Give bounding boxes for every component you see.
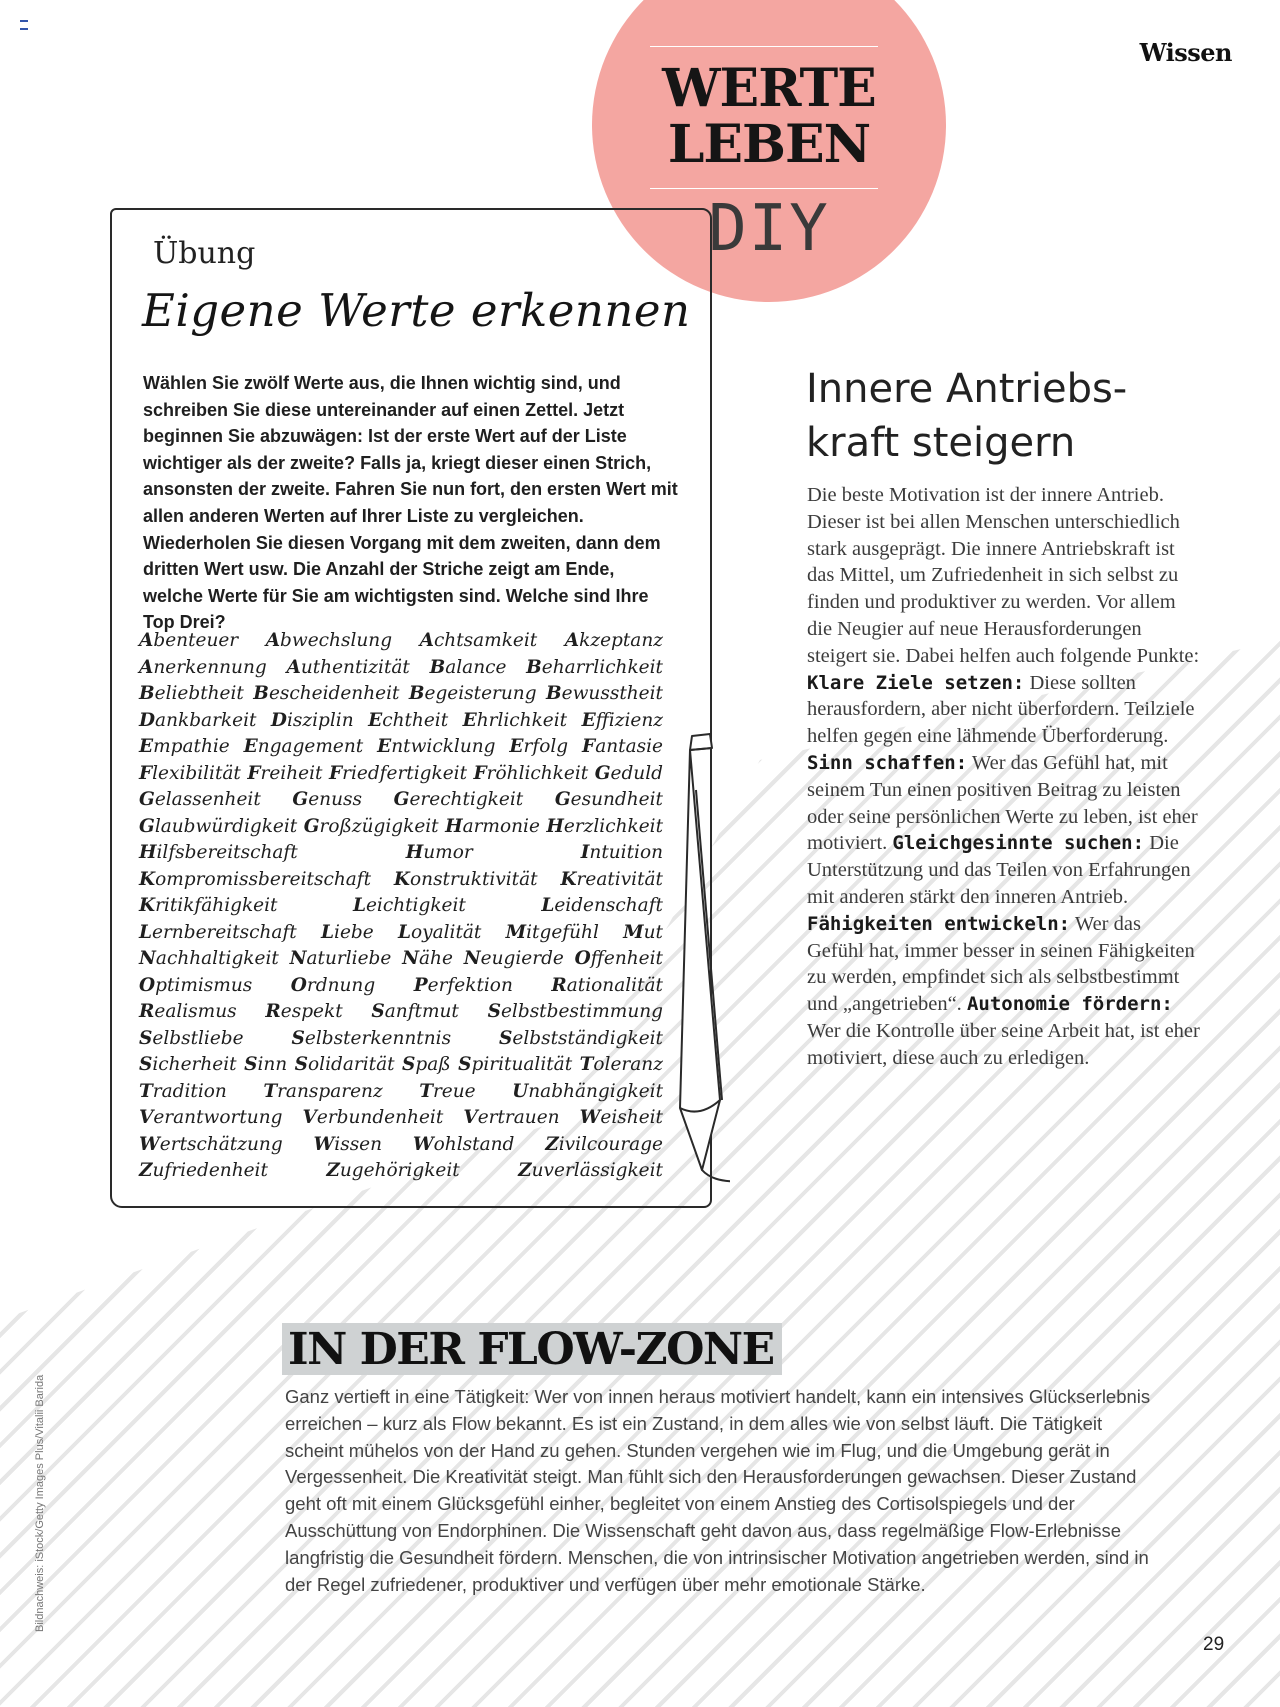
value-item: Offenheit: [574, 948, 663, 969]
value-item: Selbstbestimmung: [487, 1001, 664, 1022]
value-item: Leichtigkeit: [352, 895, 466, 916]
tip-text: Wer das Gefühl hat, immer besser in seinen Fähigkeiten zu werden, empfindet sich als selbstbestimmt und „angetrieben“.: [807, 912, 1195, 1016]
value-item: Naturliebe: [289, 948, 392, 969]
value-item: Sinn: [244, 1054, 288, 1075]
page-number: 29: [1203, 1634, 1225, 1655]
sidebar-body: [807, 482, 1201, 1072]
values-list: [139, 628, 663, 1185]
value-item: Entwicklung: [377, 736, 496, 757]
value-item: Zivilcourage: [545, 1133, 663, 1155]
value-item: Authentizität: [286, 656, 410, 678]
flow-zone-title: IN DER FLOW-ZONE: [282, 1323, 782, 1375]
value-item: Fröhlichkeit: [473, 762, 589, 784]
value-item: Humor: [405, 842, 473, 863]
value-item: Loyalität: [397, 921, 482, 943]
value-item: Sicherheit: [139, 1054, 237, 1075]
value-item: Spaß: [402, 1054, 451, 1075]
tip-label: Sinn schaffen:: [807, 751, 968, 774]
value-item: Gerechtigkeit: [393, 789, 524, 810]
value-item: Ordnung: [290, 974, 376, 996]
value-item: Abwechslung: [265, 630, 393, 651]
value-item: Wohlstand: [412, 1133, 515, 1155]
value-item: Sanftmut: [371, 1001, 459, 1022]
sidebar-heading-line2: kraft steigern: [806, 420, 1076, 466]
value-item: Toleranz: [579, 1054, 663, 1075]
value-item: Gelassenheit: [139, 789, 261, 810]
value-item: Freiheit: [247, 762, 323, 784]
value-item: Ehrlichkeit: [462, 709, 568, 731]
value-item: Treue: [419, 1080, 476, 1102]
value-item: Beharrlichkeit: [526, 656, 663, 678]
value-item: Harmonie: [445, 815, 540, 837]
tip-label: Fähigkeiten entwickeln:: [807, 912, 1071, 935]
value-item: Disziplin: [270, 709, 354, 731]
value-item: Wertschätzung: [139, 1133, 283, 1155]
value-item: Akzeptanz: [564, 630, 663, 651]
value-item: Selbstliebe: [139, 1027, 244, 1049]
exercise-kicker: Übung: [153, 236, 256, 271]
value-item: Geduld: [594, 762, 663, 784]
value-item: Engagement: [243, 736, 364, 757]
tip-text: Wer das Gefühl hat, mit seinem Tun einen positiven Beitrag zu leisten oder seine persönlichen Werte zu leben, ist eher motiviert.: [807, 751, 1198, 855]
value-item: Optimismus: [139, 974, 253, 996]
value-item: Verbundenheit: [302, 1107, 444, 1128]
tip-text: Die Unterstützung und das Teilen von Erfahrungen mit anderen stärkt den inneren Antrieb.: [807, 832, 1191, 908]
value-item: Vertrauen: [463, 1107, 560, 1128]
value-item: Weisheit: [579, 1107, 663, 1128]
value-item: Hilfsbereitschaft: [139, 842, 298, 863]
badge-diy: DIY: [708, 192, 830, 266]
value-item: Perfektion: [413, 974, 513, 996]
exercise-title: Eigene Werte erkennen: [142, 284, 691, 337]
value-item: Rationalität: [551, 974, 663, 996]
value-item: Dankbarkeit: [139, 709, 257, 731]
value-item: Erfolg: [509, 736, 569, 757]
value-item: Leidenschaft: [541, 895, 663, 916]
value-item: Transparenz: [263, 1080, 383, 1102]
value-item: Fantasie: [582, 736, 663, 757]
value-item: Gesundheit: [554, 789, 663, 810]
tip-label: Gleichgesinnte suchen:: [892, 832, 1145, 855]
value-item: Selbstständigkeit: [499, 1027, 663, 1049]
value-item: Genuss: [292, 789, 362, 810]
value-item: Neugierde: [463, 948, 564, 969]
value-item: Zugehörigkeit: [326, 1160, 460, 1181]
value-item: Balance: [429, 656, 507, 678]
menu-icon: [20, 20, 28, 30]
value-item: Lernbereitschaft: [139, 921, 297, 943]
value-item: Anerkennung: [139, 656, 267, 678]
value-item: Realismus: [139, 1001, 237, 1022]
value-item: Zuverlässigkeit: [518, 1160, 663, 1181]
tip-text: Diese sollten herausfordern, aber nicht überfordern. Teilziele helfen gegen eine lähmende Überforderung.: [807, 671, 1195, 748]
value-item: Spiritualität: [458, 1054, 573, 1075]
value-item: Herzlichkeit: [546, 815, 664, 837]
sidebar-heading: [806, 362, 1127, 470]
value-item: Begeisterung: [408, 683, 537, 704]
value-item: Verantwortung: [139, 1107, 283, 1128]
value-item: Nähe: [402, 948, 453, 969]
value-item: Kritikfähigkeit: [139, 895, 278, 916]
value-item: Friedfertigkeit: [328, 762, 468, 784]
badge-line-werte: WERTE: [662, 58, 876, 119]
value-item: Bescheidenheit: [253, 683, 400, 704]
section-label: Wissen: [1139, 38, 1232, 67]
value-item: Tradition: [139, 1080, 227, 1102]
value-item: Empathie: [139, 736, 230, 757]
value-item: Effizienz: [581, 709, 663, 731]
value-item: Bewusstheit: [546, 683, 663, 704]
value-item: Flexibilität: [139, 762, 241, 784]
exercise-instructions: Wählen Sie zwölf Werte aus, die Ihnen wichtig sind, und schreiben Sie diese untereinander auf einen Zettel. Jetzt beginnen Sie abzuwägen: Ist der erste Wert auf der Liste wichtiger als der zweite? Falls ja, kriegt dieser einen Strich, ansonsten der zweite. Fahren Sie nun fort, den ersten Wert mit allen anderen Werten auf Ihrer Liste zu vergleichen. Wiederholen Sie diesen Vorgang mit dem zweiten, dann dem dritten Wert usw. Die Anzahl der Striche zeigt am Ende, welche Werte für Sie am wichtigsten sind. Welche sind Ihre Top Drei?: [143, 373, 678, 633]
value-item: Zufriedenheit: [139, 1160, 268, 1181]
value-item: Mitgefühl: [505, 921, 599, 943]
value-item: Wissen: [313, 1133, 383, 1155]
value-item: Kompromissbereitschaft: [139, 868, 372, 890]
badge-line-leben: LEBEN: [667, 114, 871, 175]
value-item: Mut: [623, 921, 663, 943]
value-item: Solidarität: [294, 1054, 395, 1075]
value-item: Intuition: [580, 842, 663, 863]
value-item: Achtsamkeit: [419, 630, 538, 651]
badge-top-rule: [650, 46, 878, 47]
value-item: Selbsterkenntnis: [291, 1027, 452, 1049]
value-item: Kreativität: [560, 868, 663, 890]
tip-label: Klare Ziele setzen:: [807, 671, 1025, 694]
value-item: Beliebtheit: [139, 683, 244, 704]
value-item: Nachhaltigkeit: [139, 948, 279, 969]
tip-label: Autonomie fördern:: [966, 993, 1173, 1016]
value-item: Konstruktivität: [393, 868, 538, 890]
flow-zone-body: Ganz vertieft in eine Tätigkeit: Wer von innen heraus motiviert handelt, kann ein intensives Glückserlebnis erreichen – kurz als Flow bekannt. Es ist ein Zustand, in dem alles wie von selbst läuft. Die Tätigkeit scheint mühelos von der Hand zu gehen. Stunden vergehen wie im Flug, und die Umgebung gerät in Vergessenheit. Die Kreativität steigt. Man fühlt sich den Herausforderungen gewachsen. Dieser Zustand geht oft mit einem Glücksgefühl einher, begleitet von einem Anstieg des Cortisolspiegels und der Ausschüttung von Endorphinen. Die Wissenschaft geht davon aus, dass regelmäßige Flow-Erlebnisse langfristig die Gesundheit fördern. Menschen, die von intrinsischer Motivation angetrieben werden, sind in der Regel zufriedener, produktiver und verfügen über mehr emotionale Stärke.: [285, 1386, 1151, 1595]
value-item: Echtheit: [368, 709, 449, 731]
sidebar-heading-line1: Innere Antriebs-: [806, 366, 1128, 412]
image-credit: Bildnachweis: iStock/Getty Images Plus/Vitalii Barida: [34, 1374, 46, 1632]
value-item: Unabhängigkeit: [512, 1080, 664, 1102]
sidebar-intro: Die beste Motivation ist der innere Antrieb. Dieser ist bei allen Menschen unterschiedlich stark ausgeprägt. Die innere Antriebskraft ist das Mittel, um Zufriedenheit in sich selbst zu finden und produktiver zu werden. Vor allem die Neugier auf neue Herausforderungen steigert sie. Dabei helfen auch folgende Punkte:: [807, 484, 1200, 667]
value-item: Abenteuer: [139, 630, 239, 651]
badge-bottom-rule: [650, 188, 878, 189]
value-item: Liebe: [321, 921, 374, 943]
tip-text: Wer die Kontrolle über seine Arbeit hat, ist eher motiviert, diese auch zu erledigen.: [807, 1019, 1200, 1069]
value-item: Großzügigkeit: [303, 815, 439, 837]
value-item: Glaubwürdigkeit: [139, 815, 298, 837]
pencil-icon: [650, 720, 730, 1200]
value-item: Respekt: [265, 1001, 343, 1022]
